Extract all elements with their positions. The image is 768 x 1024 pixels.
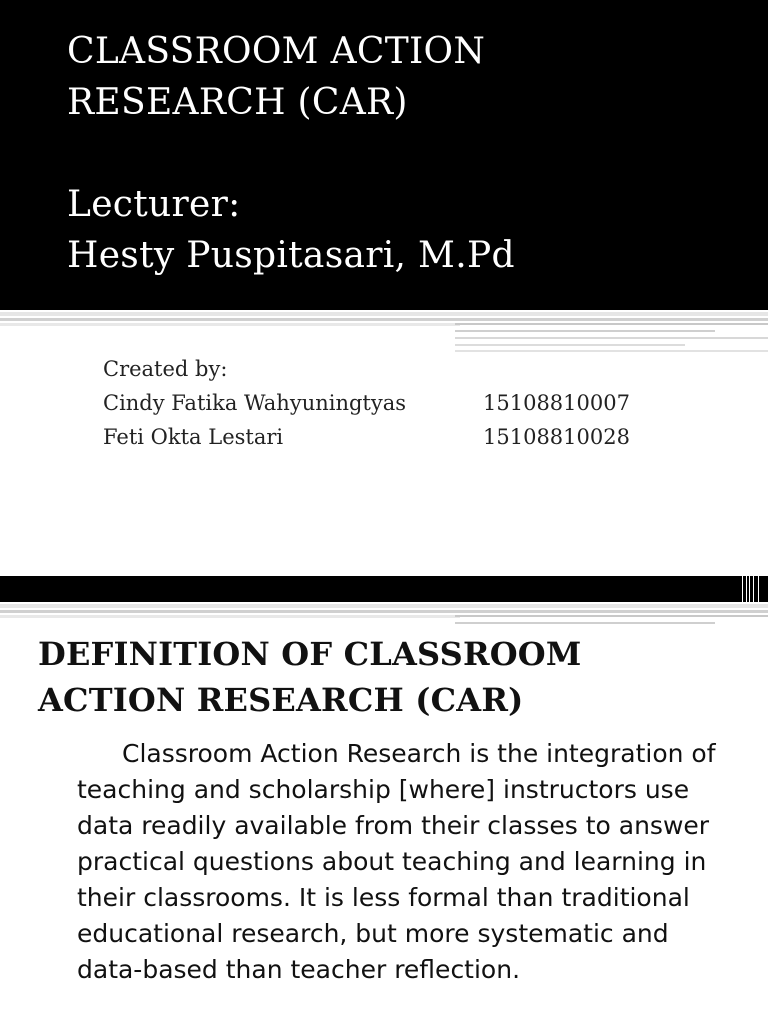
stripe [0,610,768,613]
slide-title-line-1: CLASSROOM ACTION [67,31,486,72]
stripe [455,330,715,332]
bar [746,576,747,602]
author-name: Feti Okta Lestari [103,425,284,449]
bar [742,576,743,602]
stripe [455,337,768,339]
author-name: Cindy Fatika Wahyuningtyas [103,391,407,415]
stripe [455,615,768,617]
heading-line-1: DEFINITION OF CLASSROOM [38,635,582,673]
bar [749,576,750,602]
title-spacer [67,128,747,179]
definition-paragraph: Classroom Action Research is the integration of teaching and scholarship [where] instructors use data readily available from their classes to answer practical questions about teaching and learning in their classrooms. It is less formal than traditional educational research, but more systematic and data-based than teacher reflection. [77,739,716,984]
stripe [455,344,685,346]
lecturer-label: Lecturer: [67,184,241,225]
stripe [455,323,768,325]
stripe [0,615,460,618]
author-id: 15108810028 [483,425,630,449]
author-row [103,420,663,454]
author-id: 15108810007 [483,391,630,415]
bar [758,576,759,602]
author-row [103,386,663,420]
top-band [0,576,768,602]
stripe [0,312,768,316]
definition-slide [0,576,768,1024]
stripe [0,318,768,321]
stripe [455,622,715,624]
lecturer-name: Hesty Puspitasari, M.Pd [67,235,515,276]
bar [753,576,754,602]
title-block [67,26,747,281]
created-by-block [103,352,663,454]
created-by-label: Created by: [103,357,228,381]
slide-heading [38,631,738,723]
slide-title-line-2: RESEARCH (CAR) [67,82,408,123]
heading-line-2: ACTION RESEARCH (CAR) [38,681,524,719]
stripe [0,604,768,608]
stripe [0,323,460,326]
decorative-bars [738,576,768,602]
